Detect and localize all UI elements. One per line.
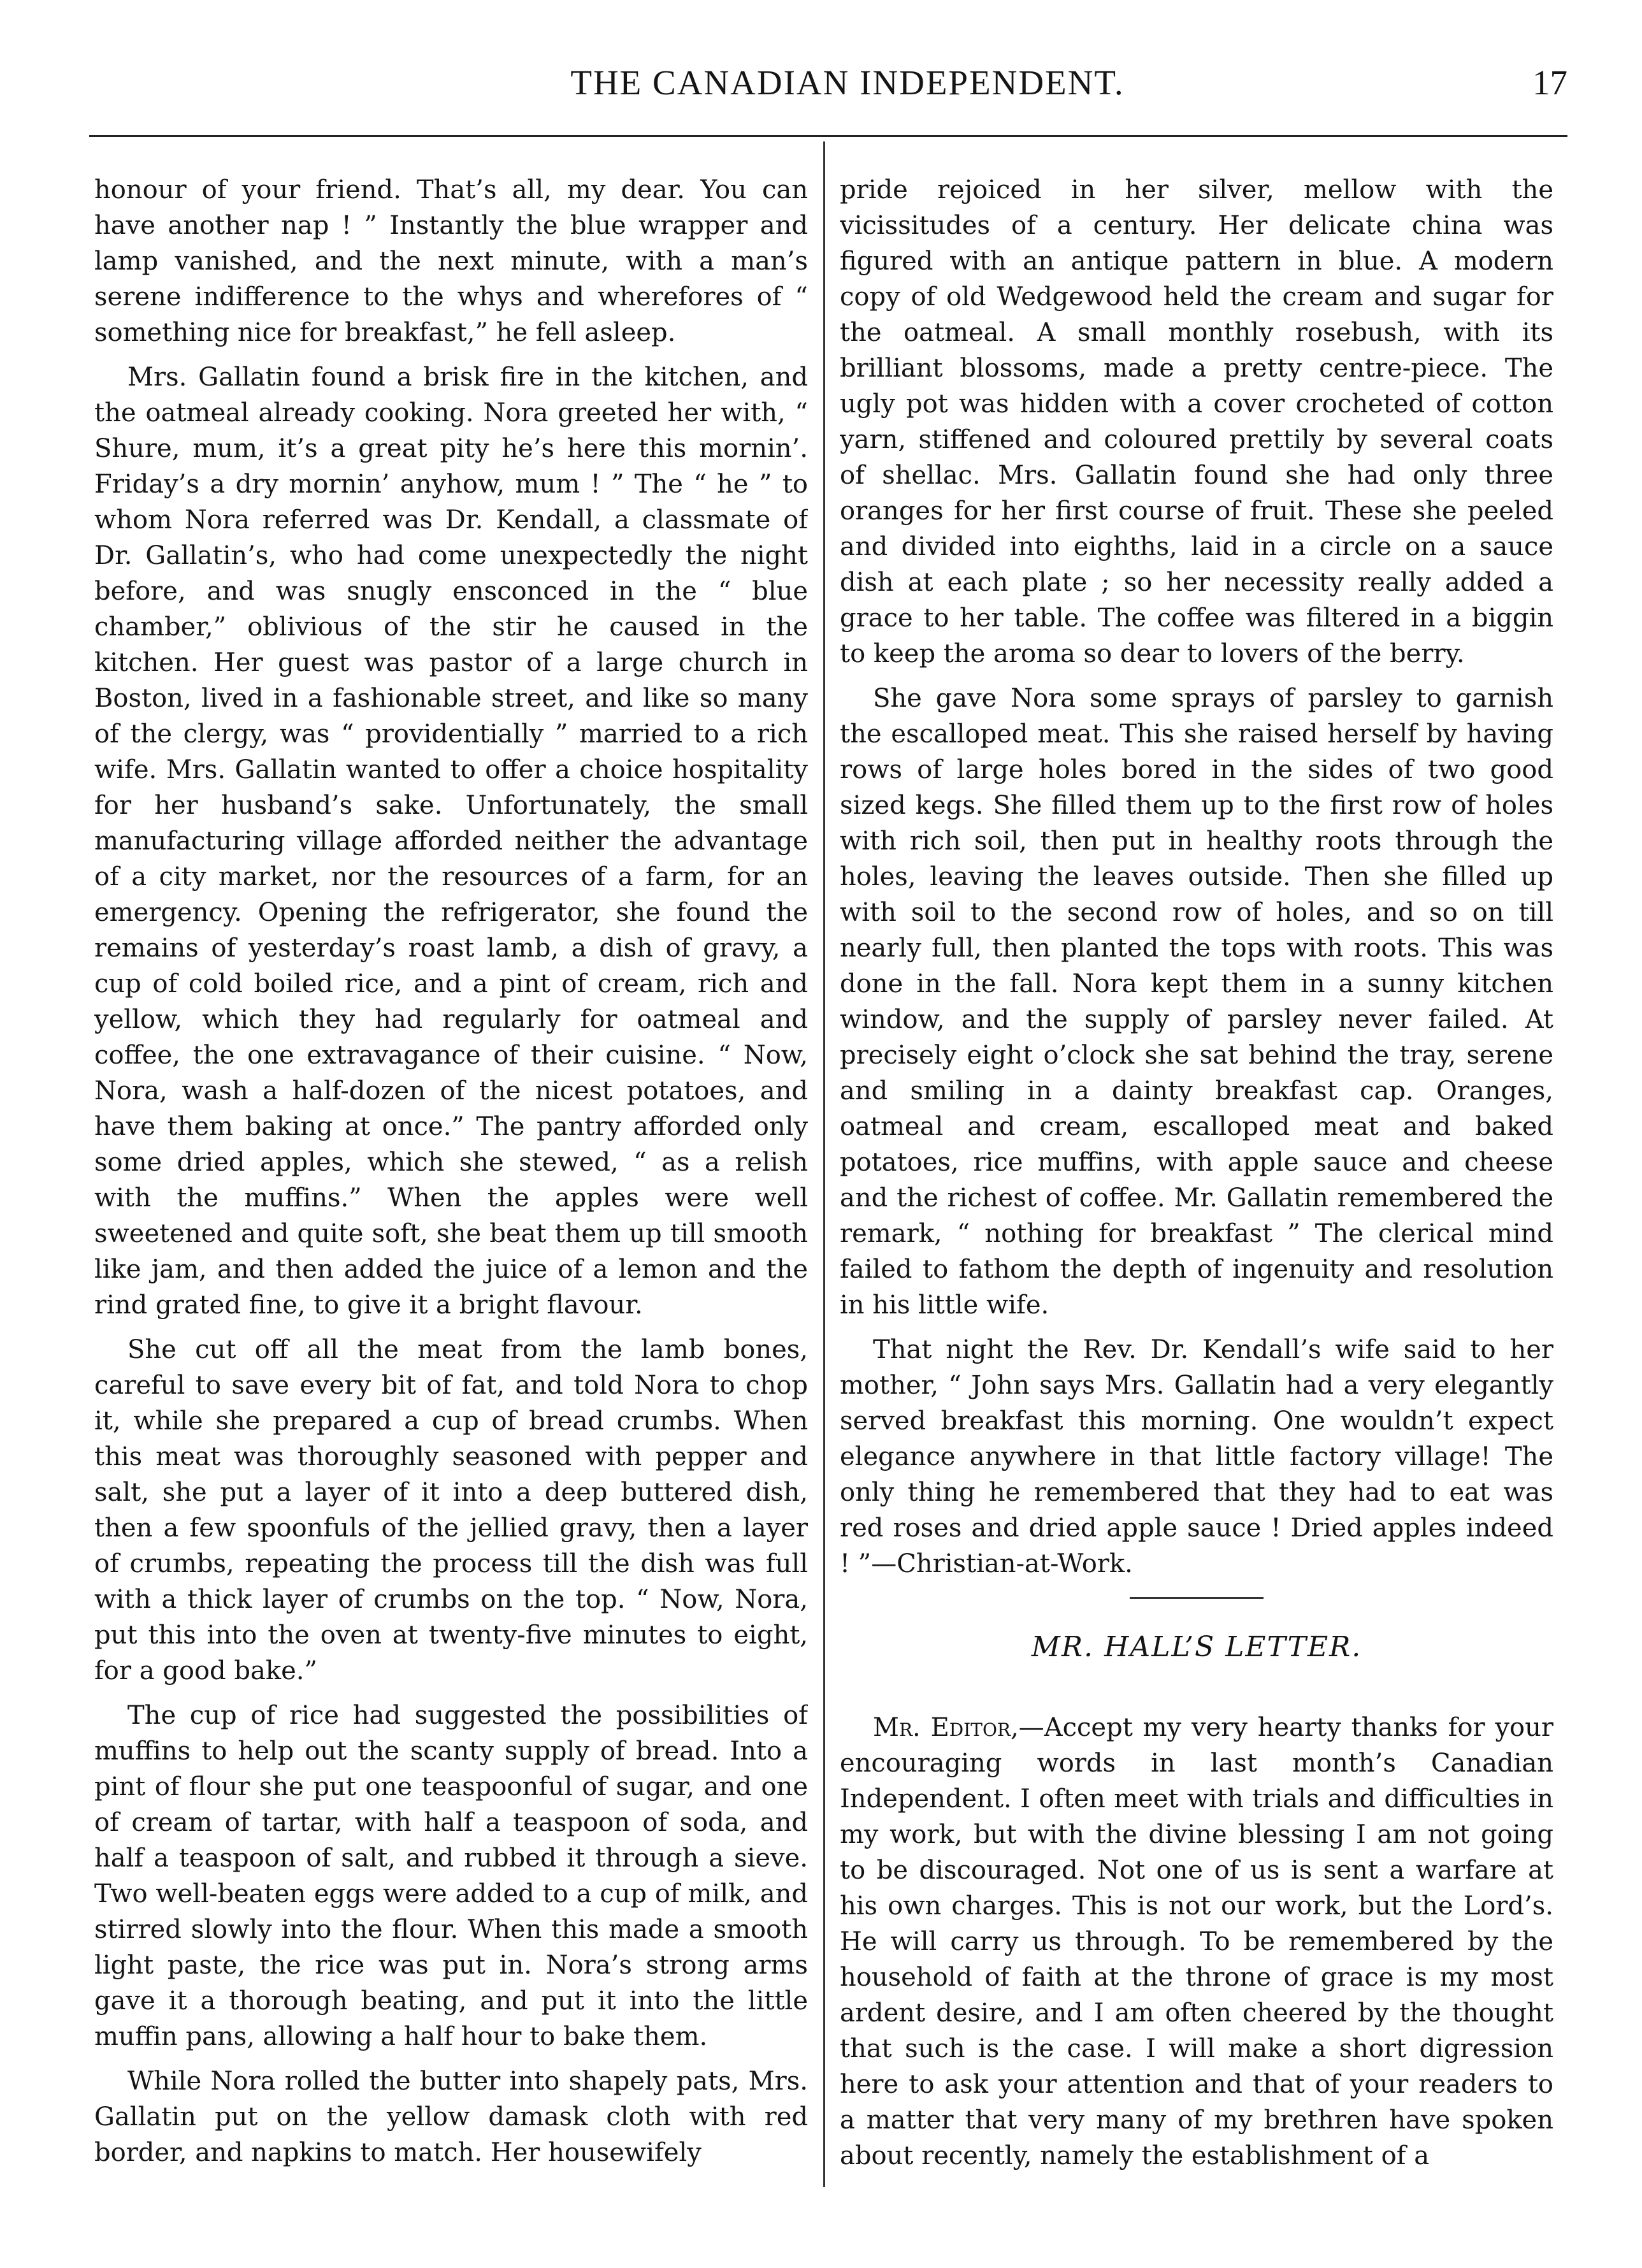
letter-salutation: Mr. Editor, (873, 1713, 1019, 1742)
paragraph: pride rejoiced in her silver, mellow with the vicissitudes of a century. Her delicate china was figured with an antique pattern in blue. A modern copy of old Wedgewood held the cream and sugar for the oatmeal. A small monthly rosebush, with its brilliant blossoms, made a pretty centre-piece. The ugly pot was hidden with a cover crocheted of cotton yarn, stiffened and coloured prettily by several coats of shellac. Mrs. Gallatin found she had only three oranges for her first course of fruit. These she peeled and divided into eighths, laid in a circle on a sauce dish at each plate ; so her necessity really added a grace to her table. The coffee was filtered in a biggin to keep the aroma so dear to lovers of the berry. (840, 175, 1553, 668)
column-divider (823, 141, 825, 2187)
paragraph: Mrs. Gallatin found a brisk fire in the kitchen, and the oatmeal already cooking. Nora greeted her with, “ Shure, mum, it’s a great pity he’s here this mornin’. Friday’s a dry mornin’ anyhow, mum ! ” The “ he ” to whom Nora referred was Dr. Kendall, a classmate of Dr. Gallatin’s, who had come unexpectedly the night before, and was snugly ensconced in the “ blue chamber,” oblivious of the stir he caused in the kitchen. Her guest was pastor of a large church in Boston, lived in a fashionable street, and like so many of the clergy, was “ providentially ” married to a rich wife. Mrs. Gallatin wanted to offer a choice hospitality for her husband’s sake. Unfortunately, the small manufacturing village afforded neither the advantage of a city market, nor the resources of a farm, for an emergency. Opening the refrigerator, she found the remains of yesterday’s roast lamb, a dish of gravy, a cup of cold boiled rice, and a pint of cream, rich and yellow, which they had regularly for oatmeal and coffee, the one extravagance of their cuisine. “ Now, Nora, wash a half-dozen of the nicest potatoes, and have them baking at once.” The pantry afforded only some dried apples, which she stewed, “ as a relish with the muffins.” When the apples were well sweetened and quite soft, she beat them up till smooth like jam, and then added the juice of a lemon and the rind grated fine, to give it a bright flavour. (94, 363, 808, 1320)
page-number: 17 (1532, 63, 1567, 102)
paragraph: She gave Nora some sprays of parsley to garnish the escalloped meat. This she raised herself by having rows of large holes bored in the sides of two good sized kegs. She filled them up to the first row of holes with rich soil, then put in healthy roots through the holes, leaving the leaves outside. Then she filled up with soil to the second row of holes, and so on till nearly full, then planted the tops with roots. This was done in the fall. Nora kept them in a sunny kitchen window, and the supply of parsley never failed. At precisely eight o’clock she sat behind the tray, serene and smiling in a dainty breakfast cap. Oranges, oatmeal and cream, escalloped meat and baked potatoes, rice muffins, with apple sauce and cheese and the richest of coffee. Mr. Gallatin remembered the remark, “ nothing for breakfast ” The clerical mind failed to fathom the depth of ingenuity and resolution in his little wife. (840, 684, 1553, 1320)
letter-body: —Accept my very hearty thanks for your encouraging words in last month’s Canadian Independent. I often meet with trials and difficulties in my work, but with the divine blessing I am not going to be discouraged. Not one of us is sent a warfare at his own charges. This is not our work, but the Lord’s. He will carry us through. To be remembered by the household of faith at the throne of grace is my most ardent desire, and I am often cheered by the thought that such is the case. I will make a short digression here to ask your attention and that of your readers to a matter that very many of my brethren have spoken about recently, namely the establishment of a (840, 1713, 1553, 2170)
header-rule (89, 135, 1567, 137)
paragraph: honour of your friend. That’s all, my dear. You can have another nap ! ” Instantly the blue wrapper and lamp vanished, and the next minute, with a man’s serene indifference to the whys and wherefores of “ something nice for breakfast,” he fell asleep. (94, 175, 808, 347)
section-divider (1130, 1597, 1264, 1599)
paragraph: The cup of rice had suggested the possibilities of muffins to help out the scanty supply of bread. Into a pint of flour she put one teaspoonful of sugar, and one of cream of tartar, with half a teaspoon of soda, and half a teaspoon of salt, and rubbed it through a sieve. Two well-beaten eggs were added to a cup of milk, and stirred slowly into the flour. When this made a smooth light paste, the rice was put in. Nora’s strong arms gave it a thorough beating, and put it into the little muffin pans, allowing a half hour to bake them. (94, 1701, 808, 2051)
page-header (89, 61, 1567, 112)
running-title: THE CANADIAN INDEPENDENT. (570, 63, 1125, 102)
letter-paragraph (840, 1710, 1553, 2174)
paragraph: While Nora rolled the butter into shapely pats, Mrs. Gallatin put on the yellow damask cloth with red border, and napkins to match. Her housewifely (94, 2067, 808, 2167)
left-column (94, 172, 808, 2192)
right-column (840, 172, 1553, 2192)
paragraph: That night the Rev. Dr. Kendall’s wife said to her mother, “ John says Mrs. Gallatin had a very elegantly served breakfast this morning. One wouldn’t expect elegance anywhere in that little factory village! The only thing he remembered that they had to eat was red roses and dried apple sauce ! Dried apples indeed ! ”—Christian-at-Work. (840, 1335, 1553, 1578)
paragraph: She cut off all the meat from the lamb bones, careful to save every bit of fat, and told Nora to chop it, while she prepared a cup of bread crumbs. When this meat was thoroughly seasoned with pepper and salt, she put a layer of it into a deep buttered dish, then a few spoonfuls of the jellied gravy, then a layer of crumbs, repeating the process till the dish was full with a thick layer of crumbs on the top. “ Now, Nora, put this into the oven at twenty-five minutes to eight, for a good bake.” (94, 1335, 808, 1686)
section-heading: MR. HALL’S LETTER. (1031, 1631, 1362, 1663)
